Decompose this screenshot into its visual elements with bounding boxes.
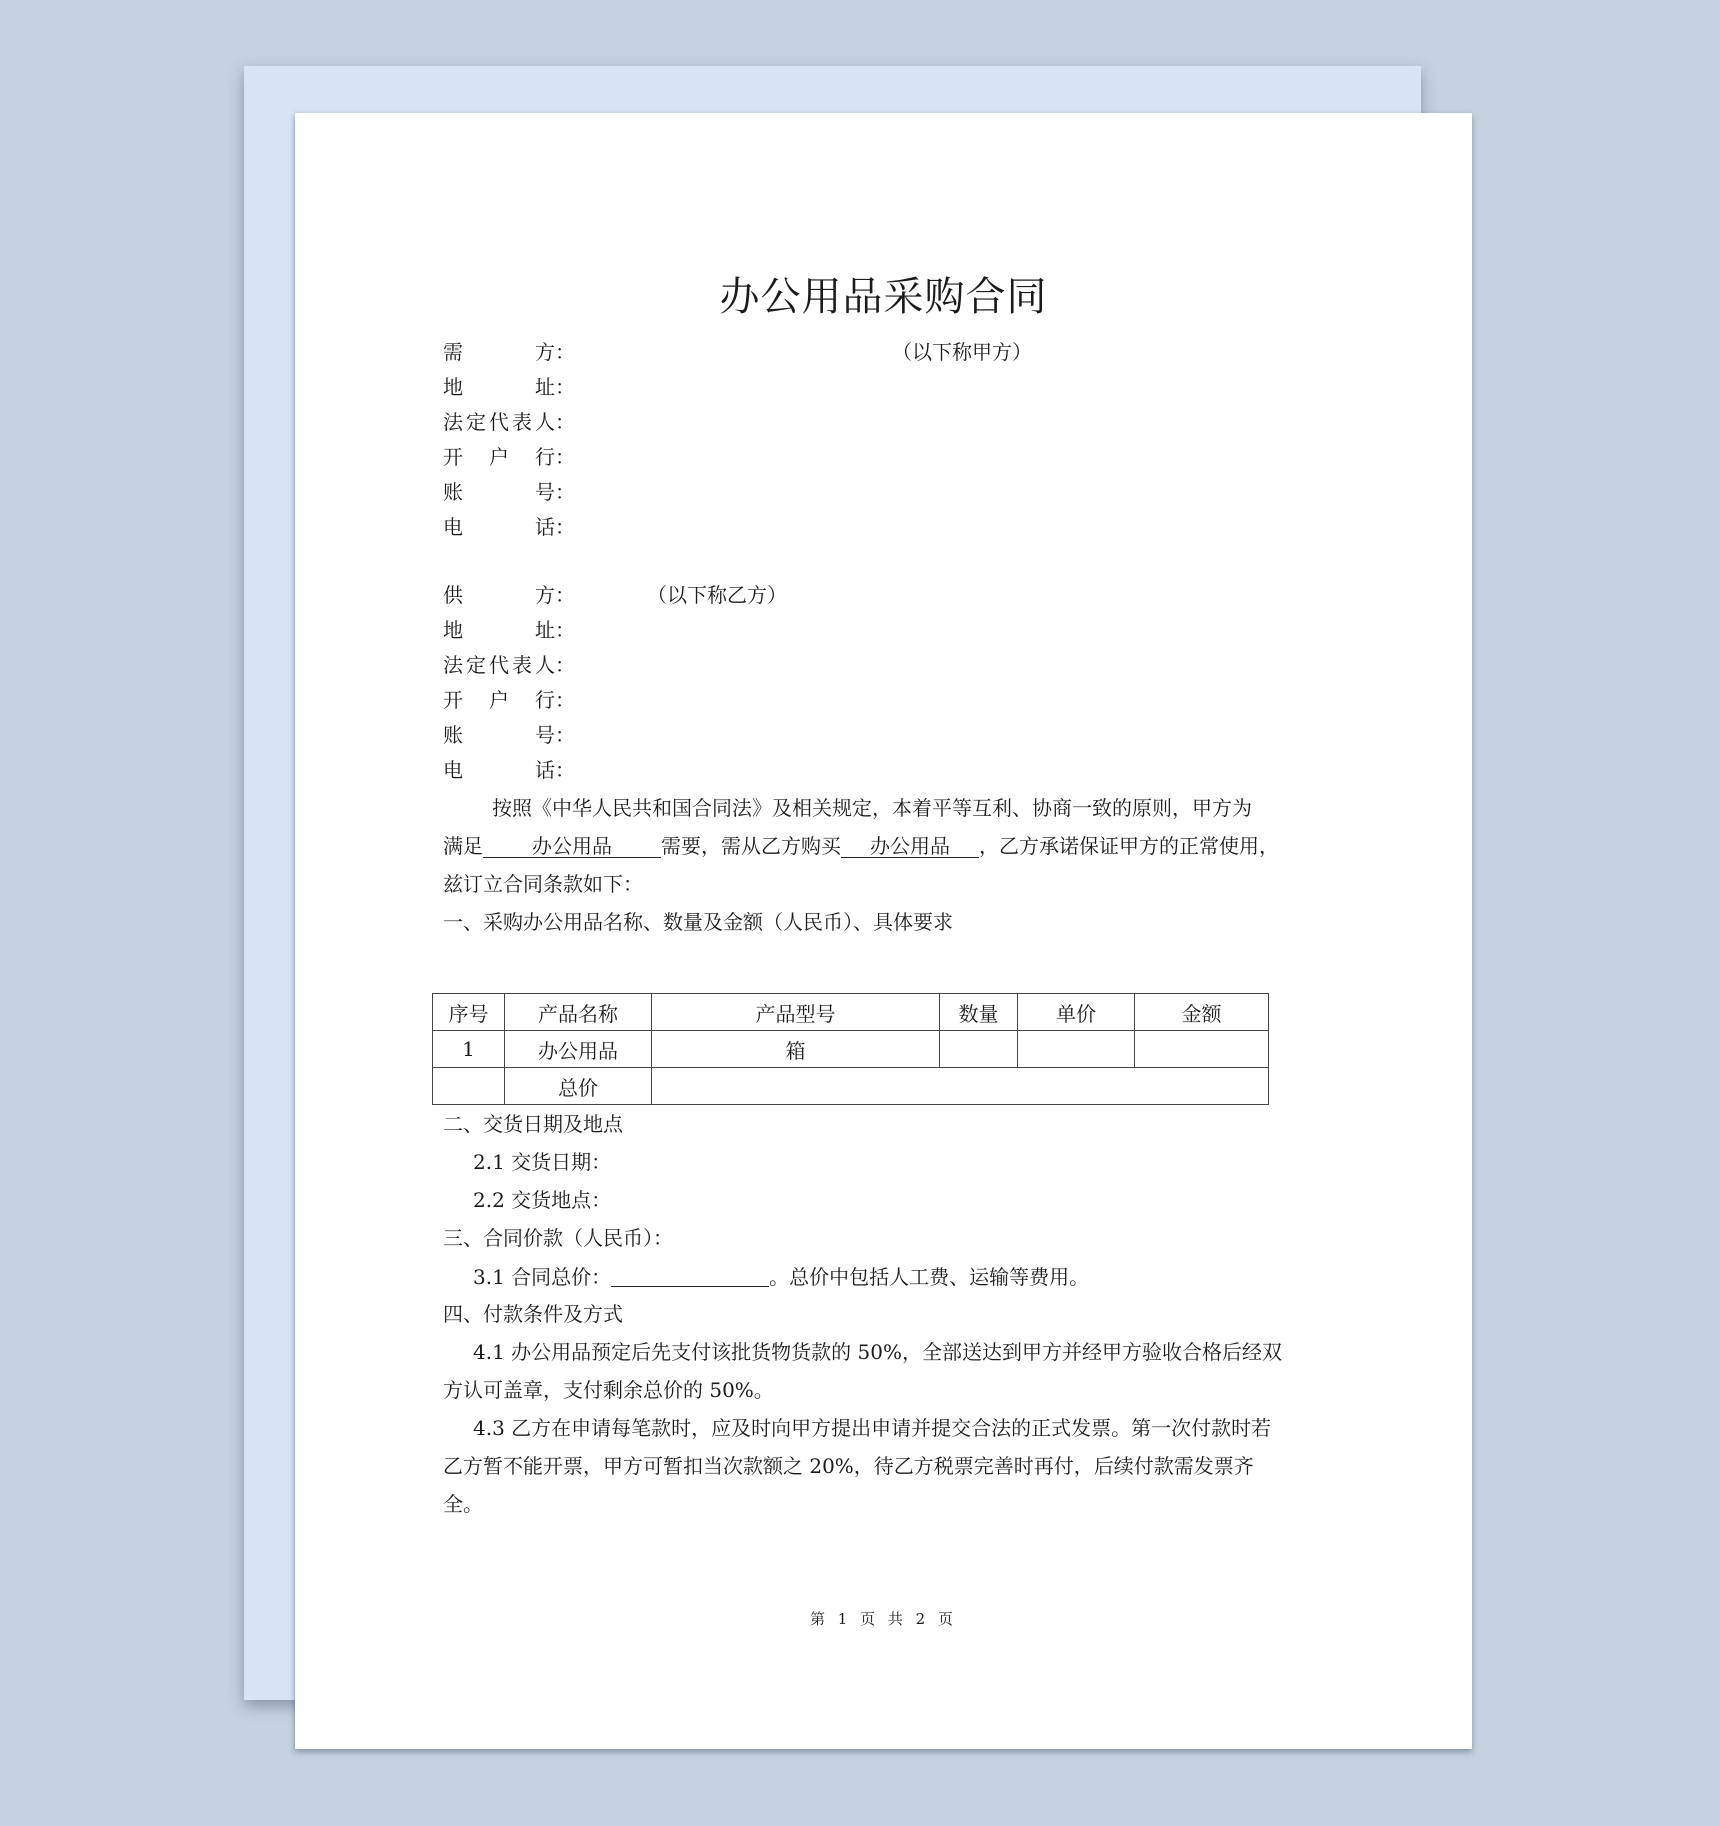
party-b-row-supplier: 供 方 ： xyxy=(443,583,575,607)
cell-empty xyxy=(433,1068,505,1105)
field-label: 法 定 代 表 人 xyxy=(443,653,555,677)
field-label: 供 方 xyxy=(443,583,555,607)
party-a-row-legal-rep: 法 定 代 表 人 ： xyxy=(443,410,575,434)
header-cell-amount: 金额 xyxy=(1135,994,1269,1031)
delivery-location-field: 2.2 交货地点： xyxy=(473,1188,612,1212)
party-a-row-address: 地 址 ： xyxy=(443,375,575,399)
field-label: 开 户 行 xyxy=(443,688,555,712)
field-label: 法 定 代 表 人 xyxy=(443,410,555,434)
purpose-fill-field[interactable]: 办公用品 xyxy=(483,836,661,858)
party-a-row-bank: 开 户 行 ： xyxy=(443,445,575,469)
section-2-heading: 二、交货日期及地点 xyxy=(443,1112,623,1136)
cell-total-value[interactable] xyxy=(652,1068,1269,1105)
party-b-row-address: 地 址 ： xyxy=(443,618,575,642)
header-cell-quantity: 数量 xyxy=(940,994,1018,1031)
table-total-row xyxy=(433,1068,1269,1105)
section-3-heading: 三、合同价款（人民币）： xyxy=(443,1226,673,1250)
cell-quantity[interactable] xyxy=(940,1031,1018,1068)
preamble-line-2: 满足 办公用品 需要，需从乙方购买 办公用品 ，乙方承诺保证甲方的正常使用， xyxy=(443,834,1279,858)
table-row xyxy=(433,1031,1269,1068)
cell-unit-price[interactable] xyxy=(1018,1031,1135,1068)
field-label: 电 话 xyxy=(443,758,555,782)
payment-term-4-1-line-1: 4.1 办公用品预定后先支付该批货物货款的 50%，全部送达到甲方并经甲方验收合格后经双 xyxy=(473,1340,1282,1364)
field-label: 地 址 xyxy=(443,375,555,399)
party-a-row-account: 账 号 ： xyxy=(443,480,575,504)
party-b-row-legal-rep: 法 定 代 表 人 ： xyxy=(443,653,575,677)
preamble-line-3: 兹订立合同条款如下： xyxy=(443,872,643,896)
payment-term-4-3-line-1: 4.3 乙方在申请每笔款时，应及时向甲方提出申请并提交合法的正式发票。第一次付款时若 xyxy=(473,1416,1272,1440)
party-a-row-buyer: 需 方 ： xyxy=(443,340,575,364)
field-label: 账 号 xyxy=(443,480,555,504)
party-b-alias: （以下称乙方） xyxy=(647,583,787,607)
party-b-row-phone: 电 话 ： xyxy=(443,758,575,782)
header-cell-product-name: 产品名称 xyxy=(505,994,652,1031)
purchase-item-fill-field[interactable]: 办公用品 xyxy=(841,836,979,858)
cell-amount[interactable] xyxy=(1135,1031,1269,1068)
contract-total-fill-field[interactable] xyxy=(611,1266,769,1287)
cell-product-name[interactable]: 办公用品 xyxy=(505,1031,652,1068)
preamble-line-1: 按照《中华人民共和国合同法》及相关规定，本着平等互利、协商一致的原则，甲方为 xyxy=(492,796,1252,820)
cell-total-label: 总价 xyxy=(505,1068,652,1105)
field-label: 电 话 xyxy=(443,515,555,539)
section-1-heading: 一、采购办公用品名称、数量及金额（人民币）、具体要求 xyxy=(443,910,953,934)
document-title: 办公用品采购合同 xyxy=(719,274,1048,320)
cell-index: 1 xyxy=(433,1031,505,1068)
payment-term-4-3-line-3: 全。 xyxy=(443,1492,483,1516)
header-cell-model: 产品型号 xyxy=(652,994,940,1031)
party-a-alias: （以下称甲方） xyxy=(892,340,1032,364)
field-label: 开 户 行 xyxy=(443,445,555,469)
party-b-row-account: 账 号 ： xyxy=(443,723,575,747)
header-cell-index: 序号 xyxy=(433,994,505,1031)
cell-model[interactable]: 箱 xyxy=(652,1031,940,1068)
section-4-heading: 四、付款条件及方式 xyxy=(443,1302,623,1326)
field-label: 账 号 xyxy=(443,723,555,747)
field-label: 需 方 xyxy=(443,340,555,364)
party-b-row-bank: 开 户 行 ： xyxy=(443,688,575,712)
payment-term-4-1-line-2: 方认可盖章，支付剩余总价的 50%。 xyxy=(443,1378,774,1402)
field-label: 地 址 xyxy=(443,618,555,642)
party-a-row-phone: 电 话 ： xyxy=(443,515,575,539)
table-header-row xyxy=(433,994,1269,1031)
delivery-date-field: 2.1 交货日期： xyxy=(473,1150,612,1174)
items-table xyxy=(432,993,1269,1105)
payment-term-4-3-line-2: 乙方暂不能开票，甲方可暂扣当次款额之 20%，待乙方税票完善时再付，后续付款需发票齐 xyxy=(443,1454,1254,1478)
page-number: 第 1 页 共 2 页 xyxy=(810,1610,957,1628)
header-cell-unit-price: 单价 xyxy=(1018,994,1135,1031)
document-page xyxy=(295,113,1472,1749)
contract-total-line: 3.1 合同总价： 。总价中包括人工费、运输等费用。 xyxy=(473,1265,1090,1289)
